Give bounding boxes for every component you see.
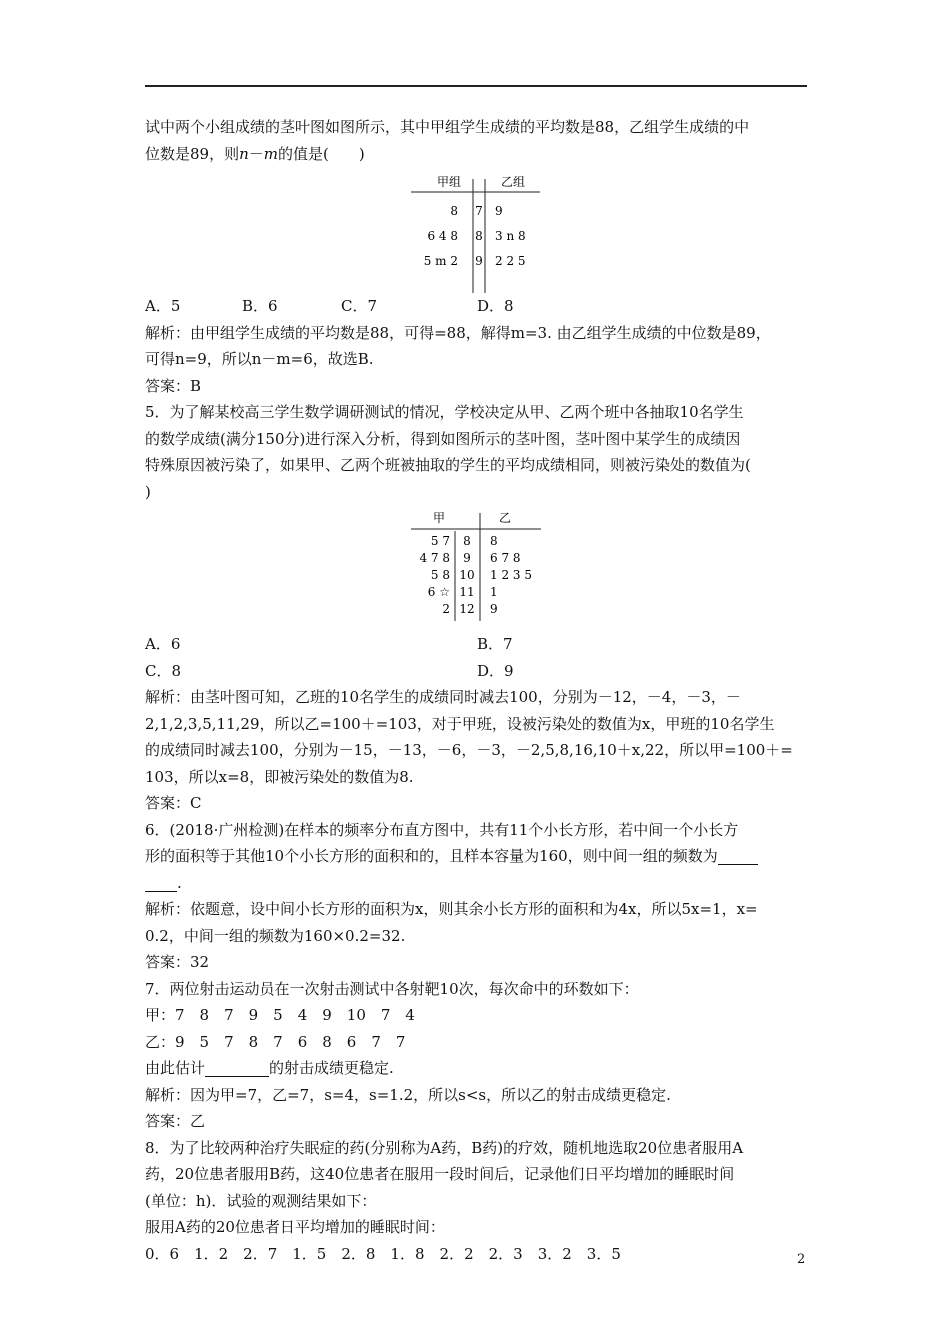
q7-answer: 答案：乙	[145, 1112, 206, 1130]
q4-stem-row-3: 9	[475, 254, 483, 268]
q5-option-c: C．8	[145, 661, 182, 680]
q4-right-leaf-row-3: 2 2 5	[495, 254, 526, 268]
q5-option-d: D．9	[477, 661, 514, 680]
q5-left-leaf-row-5: 2	[442, 602, 450, 616]
q4-left-leaf-row-3: 5 m 2	[423, 254, 458, 268]
q6-period: .	[177, 873, 182, 892]
q4-left-leaf-row-1: 8	[450, 204, 458, 218]
page-number: 2	[797, 1252, 806, 1267]
q5-stem-leaf-figure	[145, 505, 810, 631]
q5-right-leaf-row-5: 9	[490, 602, 498, 616]
q6-analysis-line-2: 0.2，中间一组的频数为160×0.2=32.	[145, 926, 406, 945]
q8-data-a: 0．6 1．2 2．7 1．5 2．8 1．8 2．2 2．3 3．2 3．5	[145, 1244, 621, 1263]
q4-answer: 答案：B	[145, 376, 202, 395]
q7-data-jia: 甲：7 8 7 9 5 4 9 10 7 4	[145, 1006, 415, 1024]
q4-option-d: D．8	[477, 297, 514, 315]
q4-right-header: 乙组	[500, 175, 526, 189]
q5-option-a: A．6	[145, 635, 181, 653]
q8-text-line-3: (单位：h)．试验的观测结果如下：	[145, 1191, 377, 1210]
q8-text-line-4: 服用A药的20位患者日平均增加的睡眠时间：	[145, 1218, 445, 1236]
q4-right-leaf-row-1: 9	[495, 204, 503, 218]
q4-option-a: A．5	[145, 297, 181, 315]
q4-stem-row-2: 8	[475, 229, 483, 243]
q5-text-line-3: 特殊原因被污染了，如果甲、乙两个班被抽取的学生的平均成绩相同，则被污染处的数值为(	[145, 456, 751, 474]
var-m: m	[263, 144, 279, 163]
q7-analysis: 解析：因为甲=7，乙=7，s=4，s=1.2，所以s<s，所以乙的射击成绩更稳定.	[145, 1085, 671, 1104]
q5-left-leaf-row-1: 5 7	[430, 534, 450, 548]
q4-left-leaf-row-2: 6 4 8	[427, 229, 458, 243]
q4-analysis-line-2: 可得n=9，所以n－m=6，故选B.	[145, 350, 374, 368]
q5-stem-row-1: 8	[463, 534, 471, 548]
q7-text-line-4	[145, 1055, 810, 1082]
q4-stem-row-1: 7	[475, 204, 483, 218]
q5-left-leaf-row-3: 5 8	[430, 568, 450, 582]
q4-text-part: 的值是( )	[278, 144, 365, 163]
q5-analysis-line-3: 的成绩同时减去100，分别为－15，－13，－6，－3，－2,5,8,16,10＋x,22，所以甲=100＋=	[145, 741, 793, 759]
q4-text-part: 位数是89，则	[145, 144, 240, 163]
q4-left-header: 甲组	[436, 175, 462, 189]
q4-analysis-line-1: 解析：由甲组学生成绩的平均数是88，可得=88，解得m=3. 由乙组学生成绩的中位数是89，	[145, 323, 771, 342]
q5-answer: 答案：C	[145, 794, 202, 812]
q7-data-yi: 乙：9 5 7 8 7 6 8 6 7 7	[145, 1032, 406, 1051]
q6-analysis-line-1: 解析：依题意，设中间小长方形的面积为x，则其余小长方形的面积和为4x，所以5x=1，x=	[145, 900, 758, 918]
q5-left-leaf-row-2: 4 7 8	[419, 551, 450, 565]
q5-stem-row-2: 9	[463, 551, 471, 565]
q7-text-line-1: 7．两位射击运动员在一次射击测试中各射靶10次，每次命中的环数如下：	[145, 979, 639, 998]
q5-right-leaf-row-2: 6 7 8	[490, 551, 521, 565]
header-rule	[145, 85, 807, 87]
q4-right-leaf-row-2: 3 n 8	[495, 229, 526, 243]
q5-stem-row-4: 11	[459, 585, 475, 599]
q4-stem-leaf-plot	[145, 167, 810, 293]
q5-text-line-4: )	[145, 482, 151, 501]
q5-analysis-line-1: 解析：由茎叶图可知，乙班的10名学生的成绩同时减去100，分别为－12，－4，－3，－	[145, 688, 741, 706]
q6-answer-blank-cont	[145, 875, 177, 892]
q6-text-line-2	[145, 843, 810, 870]
q5-right-header: 乙	[498, 511, 512, 525]
document-body	[145, 114, 810, 1267]
q5-stem-row-5: 12	[459, 602, 475, 616]
q5-right-leaf-row-3: 1 2 3 5	[490, 568, 532, 582]
q4-option-b: B．6	[242, 297, 278, 315]
q5-right-leaf-row-4: 1	[490, 585, 498, 599]
var-n: n	[239, 144, 249, 163]
q5-text-line-1: 5．为了解某校高三学生数学调研测试的情况，学校决定从甲、乙两个班中各抽取10名学生	[145, 403, 744, 421]
q5-right-leaf-row-1: 8	[490, 534, 498, 548]
q5-options-row-2	[145, 658, 810, 685]
q5-text-line-2: 的数学成绩(满分150分)进行深入分析，得到如图所示的茎叶图，茎叶图中某学生的成绩因	[145, 429, 741, 448]
q5-left-header: 甲	[432, 511, 446, 525]
q7-text-part: 由此估计	[145, 1059, 206, 1077]
q6-text-part: 形的面积等于其他10个小长方形的面积和的，且样本容量为160，则中间一组的频数为	[145, 847, 718, 865]
q5-analysis-line-4: 103，所以x=8，即被污染处的数值为8.	[145, 767, 414, 786]
q6-answer: 答案：32	[145, 953, 210, 971]
q4-text-line-2	[145, 141, 810, 168]
q4-stem-leaf-figure	[145, 167, 810, 293]
q4-options	[145, 293, 810, 320]
q4-option-c: C．7	[341, 297, 378, 315]
q5-stem-row-3: 10	[459, 568, 475, 582]
q7-text-part: 的射击成绩更稳定.	[269, 1059, 394, 1077]
q5-stem-leaf-plot	[145, 505, 810, 631]
q7-answer-blank	[205, 1060, 269, 1077]
q5-left-leaf-row-4: 6 ☆	[427, 585, 450, 599]
q8-text-line-1: 8．为了比较两种治疗失眠症的药(分别称为A药，B药)的疗效，随机地选取20位患者服用A	[145, 1138, 744, 1157]
q5-option-b: B．7	[477, 635, 513, 653]
q6-text-line-1: 6．(2018·广州检测)在样本的频率分布直方图中，共有11个小长方形，若中间一个小长方	[145, 820, 739, 839]
minus-sign: －	[248, 144, 264, 163]
q8-text-line-2: 药，20位患者服用B药，这40位患者在服用一段时间后，记录他们日平均增加的睡眠时间	[145, 1165, 735, 1183]
q6-answer-blank	[718, 848, 758, 865]
q5-analysis-line-2: 2,1,2,3,5,11,29，所以乙=100＋=103，对于甲班，设被污染处的数值为x，甲班的10名学生	[145, 714, 775, 733]
q4-text-line-1: 试中两个小组成绩的茎叶图如图所示，其中甲组学生成绩的平均数是88，乙组学生成绩的中	[145, 118, 750, 136]
q6-text-line-3	[145, 870, 810, 897]
q5-options-row-1	[145, 631, 810, 658]
